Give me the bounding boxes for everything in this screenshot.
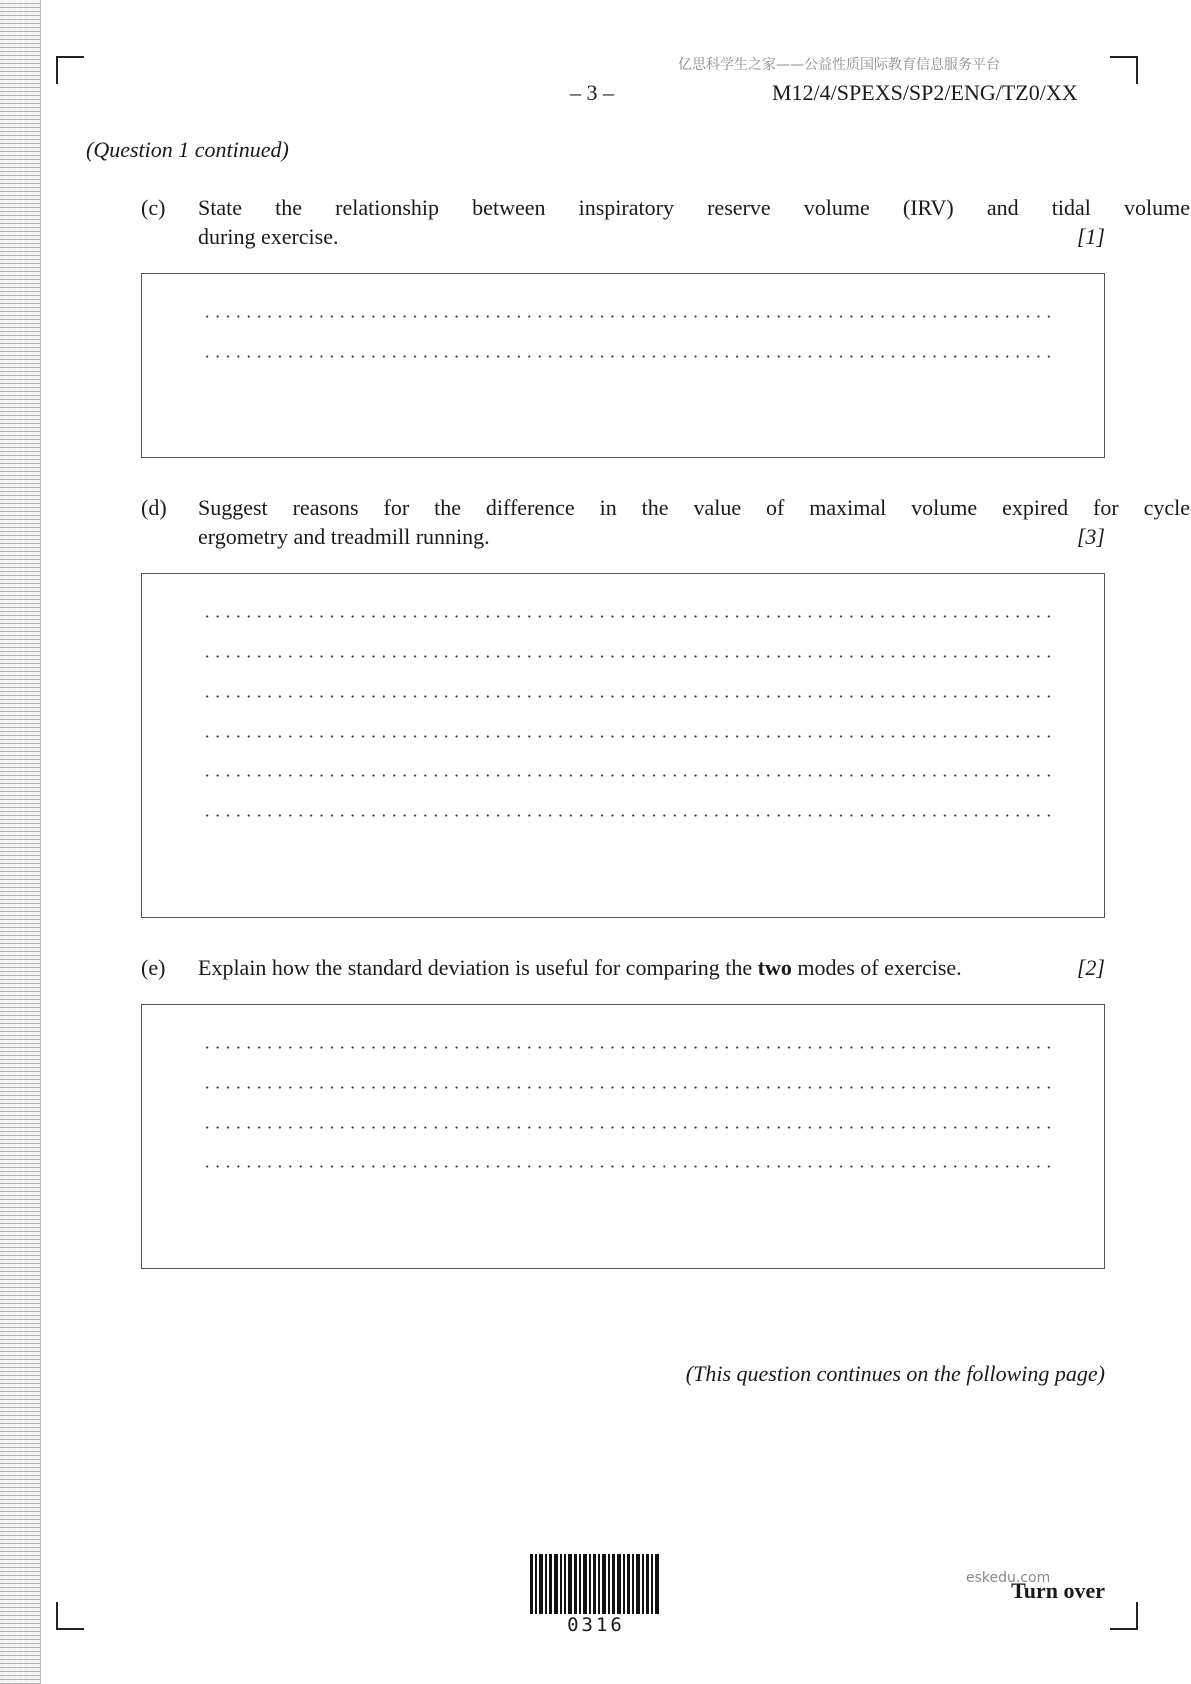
question-c-marks: [1]: [1076, 224, 1105, 249]
question-e-emphasis: two: [757, 955, 792, 980]
answer-line: [202, 1126, 1054, 1129]
question-e-marks: [2]: [1076, 955, 1105, 980]
continues-note: (This question continues on the following page): [685, 1361, 1105, 1386]
question-e-text: [198, 953, 1190, 982]
binding-margin-strip: [0, 0, 41, 1684]
answer-box-e[interactable]: [141, 1004, 1105, 1269]
question-d-label: (d): [141, 495, 167, 520]
crop-mark-top-left: [56, 56, 84, 84]
answer-line: [202, 355, 1054, 358]
answer-line: [202, 814, 1054, 817]
question-e-text-before: Explain how the standard deviation is useful for comparing the: [198, 955, 758, 980]
answer-line: [202, 1046, 1054, 1049]
answer-line: [202, 735, 1054, 738]
answer-line: [202, 1086, 1054, 1089]
answer-line: [202, 315, 1054, 318]
answer-line: [202, 774, 1054, 777]
question-d-marks: [3]: [1076, 524, 1105, 549]
answer-line: [202, 1165, 1054, 1168]
question-c-text: [198, 193, 1190, 251]
question-continued-label: (Question 1 continued): [86, 137, 289, 162]
page-number: – 3 –: [570, 80, 614, 105]
answer-box-d[interactable]: [141, 573, 1105, 918]
crop-mark-top-right: [1110, 56, 1138, 84]
crop-mark-bottom-left: [56, 1602, 84, 1630]
question-d-line1: Suggest reasons for the difference in the value of maximal volume expired for cycle: [198, 495, 1190, 520]
barcode-number: 0316: [567, 1614, 625, 1636]
answer-line: [202, 615, 1054, 618]
question-c-line2: during exercise.: [198, 224, 339, 249]
crop-mark-bottom-right: [1110, 1602, 1138, 1630]
barcode: [530, 1554, 662, 1614]
turn-over-label: Turn over: [1011, 1578, 1105, 1603]
header-watermark: 亿思科学生之家——公益性质国际教育信息服务平台: [678, 57, 1000, 73]
question-e-label: (e): [141, 955, 166, 980]
question-e-text-after: modes of exercise.: [791, 955, 962, 980]
question-d-line2: ergometry and treadmill running.: [198, 524, 490, 549]
paper-code: M12/4/SPEXS/SP2/ENG/TZ0/XX: [772, 80, 1078, 105]
question-c-label: (c): [141, 195, 166, 220]
answer-box-c[interactable]: [141, 273, 1105, 458]
answer-line: [202, 695, 1054, 698]
answer-line: [202, 655, 1054, 658]
question-d-text: [198, 493, 1190, 551]
footer-watermark: eskedu.com: [966, 1570, 1051, 1586]
question-c-line1: State the relationship between inspiratory reserve volume (IRV) and tidal volume: [198, 195, 1190, 220]
